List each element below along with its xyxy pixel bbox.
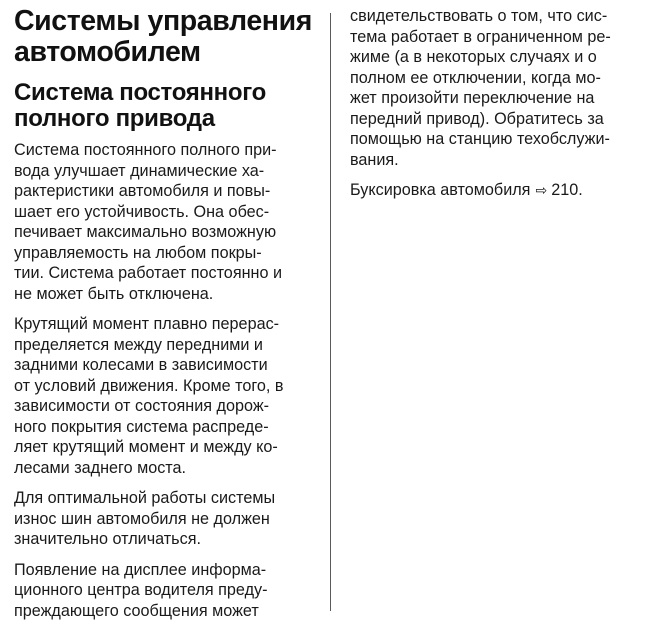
text-line: износ шин автомобиля не должен <box>14 509 270 528</box>
text-line: шает его устойчивость. Она обес- <box>14 202 270 221</box>
text-line: свидетельствовать о том, что сис- <box>350 7 608 25</box>
text-line: жиме (а в некоторых случаях и о <box>350 48 597 66</box>
text-line: Система постоянного полного при- <box>14 141 277 159</box>
text-line: тии. Система работает постоянно и <box>14 264 283 282</box>
paragraph-torque-distribution <box>14 314 314 478</box>
text-line: помощью на станцию техобслужи- <box>350 130 610 148</box>
text-line: пределяется между передними и <box>14 335 263 354</box>
text-line: Крутящий момент плавно перерас- <box>14 315 280 333</box>
text-line: преждающего сообщения может <box>14 601 259 620</box>
text-line: лесами заднего моста. <box>14 458 187 477</box>
text-line: Появление на дисплее информа- <box>14 560 267 579</box>
cross-reference-towing[interactable] <box>350 180 640 201</box>
subsection-title <box>14 80 314 132</box>
column-divider <box>330 13 331 611</box>
text-line: ляет крутящий момент и между ко- <box>14 438 278 456</box>
paragraph-awd-description <box>14 140 314 304</box>
section-title-line: автомобилем <box>14 36 201 68</box>
text-line: печивает максимально возможную <box>14 223 277 241</box>
left-column <box>14 6 314 631</box>
text-line: рактеристики автомобиля и повы- <box>14 182 271 200</box>
section-title <box>14 6 314 68</box>
text-line: тема работает в ограниченном ре- <box>350 27 611 46</box>
text-line: ного покрытия система распреде- <box>14 417 269 436</box>
subsection-title-line: полного привода <box>14 105 215 132</box>
text-line: от условий движения. Кроме того, в <box>14 376 284 395</box>
text-line: управляемость на любом покры- <box>14 243 262 262</box>
text-line: жет произойти переключение на <box>350 89 595 107</box>
text-line: Для оптимальной работы системы <box>14 489 276 507</box>
text-line: зависимости от состояния дорож- <box>14 397 270 415</box>
text-line: не может быть отключена. <box>14 284 214 303</box>
right-column <box>350 6 640 211</box>
section-title-line: Системы управления <box>14 5 312 37</box>
text-line: ционного центра водителя преду- <box>14 581 268 599</box>
text-line: значительно отличаться. <box>14 530 201 548</box>
paragraph-tire-wear <box>14 488 314 550</box>
paragraph-warning-continued <box>350 6 640 170</box>
text-line: передний привод). Обратитесь за <box>350 109 604 128</box>
cross-reference-text: Буксировка автомобиля <box>350 181 531 199</box>
subsection-title-line: Система постоянного <box>14 79 266 106</box>
cross-reference-page: 210. <box>551 181 583 199</box>
text-line: задними колесами в зависимости <box>14 356 268 374</box>
text-line: вода улучшает динамические ха- <box>14 161 265 180</box>
text-line: полном ее отключении, когда мо- <box>350 68 601 87</box>
text-line: вания. <box>350 150 399 169</box>
reference-arrow-icon: ⇨ <box>535 182 548 198</box>
paragraph-warning-message <box>14 560 314 622</box>
